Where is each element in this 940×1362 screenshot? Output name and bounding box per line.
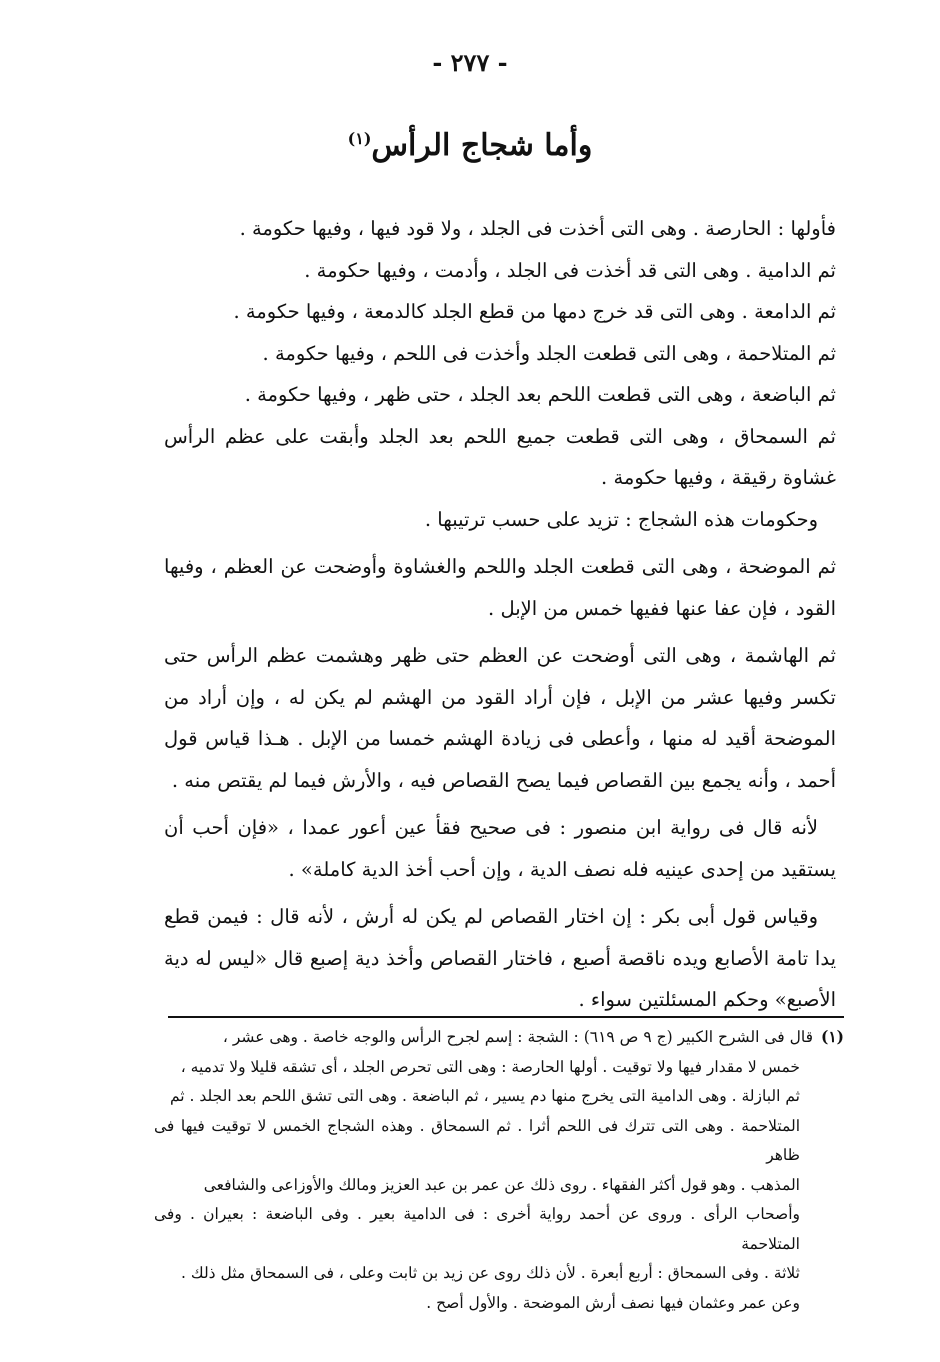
paragraph-dami-a: ثم الدامعة . وهى التى قد خرج دمها من قطع الجلد كالدمعة ، وفيها حكومة . — [233, 300, 836, 323]
footnote-line: وأصحاب الرأى . وروى عن أحمد رواية أخرى : فى الدامية بعير . وفى الباضعة : بعيران . وفى المتلاحمة — [154, 1205, 800, 1253]
footnote-line: ثلاثة . وفى السمحاق : أربع أبعرة . لأن ذلك روى عن زيد بن ثابت وعلى ، فى السمحاق مثل ذلك . — [181, 1264, 800, 1282]
footnote-line-text: قال فى الشرح الكبير (ج ٩ ص ٦١٩) : الشجة : إسم لجرح الرأس والوجه خاصة . وهى عشر ، — [222, 1028, 813, 1046]
footnote-line: خمس لا مقدار فيها ولا توقيت . أولها الحارصة : وهى التى تحرص الجلد ، أى تشقه قليلا ولا تدميه ، — [180, 1057, 800, 1076]
paragraph-abu-bakr: وقياس قول أبى بكر : إن اختار القصاص لم يكن له أرش ، لأنه قال : فيمن قطع يدا تامة الأصابع ويده ناقصة أصبع ، فاختار القصاص وأخذ دية إصبع قال «ليس له دية الأصبع» وحكم المسئلتين سواء . — [164, 905, 836, 1011]
footnote-line: ثم البازلة . وهى الدامية التى يخرج منها دم يسير ، ثم الباضعة . وهى التى تشق اللحم بعد الجلد . ثم — [169, 1087, 800, 1105]
paragraph-mutalahima: ثم المتلاحمة ، وهى التى قطعت الجلد وأخذت فى اللحم ، وفيها حكومة . — [262, 341, 836, 365]
body-text — [164, 208, 836, 1021]
section-title — [0, 128, 940, 163]
footnote-divider — [168, 1016, 844, 1018]
paragraph-hukumat: وحكومات هذه الشجاج : تزيد على حسب ترتيبها . — [424, 507, 818, 531]
paragraph-harisa: فأولها : الحارصة . وهى التى أخذت فى الجلد ، ولا قود فيها ، وفيها حكومة . — [239, 217, 836, 240]
paragraph-damiya: ثم الدامية . وهى التى قد أخذت فى الجلد ، وأدمت ، وفيها حكومة . — [304, 258, 836, 282]
paragraph-ibn-mansur: لأنه قال فى رواية ابن منصور : فى صحيح فقأ عين أعور عمدا ، «فإن أحب أن يستقيد من إحدى عينيه فله نصف الدية ، وإن أحب أخذ الدية كاملة» . — [164, 816, 836, 881]
footnote-line: المتلاحمة . وهى التى تترك فى اللحم أثرا . ثم السمحاق . وهذه الشجاج الخمس لا توقيت فيها فى ظاهر — [154, 1116, 800, 1164]
footnote-line — [154, 1022, 844, 1053]
paragraph-hashima: ثم الهاشمة ، وهى التى أوضحت عن العظم حتى ظهر وهشمت عظم الرأس حتى تكسر وفيها عشر من الإبل ، فإن أراد القود من الهشم لم يكن له ، وإن أراد من الموضحة أقيد له منها ، وأعطى فى زيادة الهشم خمسا من الإبل . هـذا قياس قول أحمد ، وأنه يجمع بين القصاص فيما يصح القصاص فيه ، والأرش فيما لم يقتص منه . — [164, 644, 836, 792]
footnote-block — [154, 1022, 844, 1318]
paragraph-badi-a: ثم الباضعة ، وهى التى قطعت اللحم بعد الجلد ، حتى ظهر ، وفيها حكومة . — [244, 383, 836, 406]
footnote-line: المذهب . وهو قول أكثر الفقهاء . روى ذلك عن عمر بن عبد العزيز ومالك والأوزاعى والشافعى — [203, 1175, 800, 1194]
section-title-text: وأما شجاج الرأس — [371, 128, 593, 163]
paragraph-simhaq: ثم السمحاق ، وهى التى قطعت جميع اللحم بعد الجلد وأبقت على عظم الرأس غشاوة رقيقة ، وفيها حكومة . — [164, 424, 836, 489]
footnote-reference: (١) — [347, 129, 372, 148]
footnote-line: وعن عمر وعثمان فيها نصف أرش الموضحة . والأول أصح . — [426, 1293, 800, 1312]
paragraph-mudiha: ثم الموضحة ، وهى التى قطعت الجلد واللحم والغشاوة وأوضحت عن العظم ، وفيها القود ، فإن عفا عنها ففيها خمس من الإبل . — [164, 555, 836, 620]
page-number: - ٢٧٧ - — [432, 48, 508, 77]
footnote-marker: (١) — [820, 1027, 844, 1046]
